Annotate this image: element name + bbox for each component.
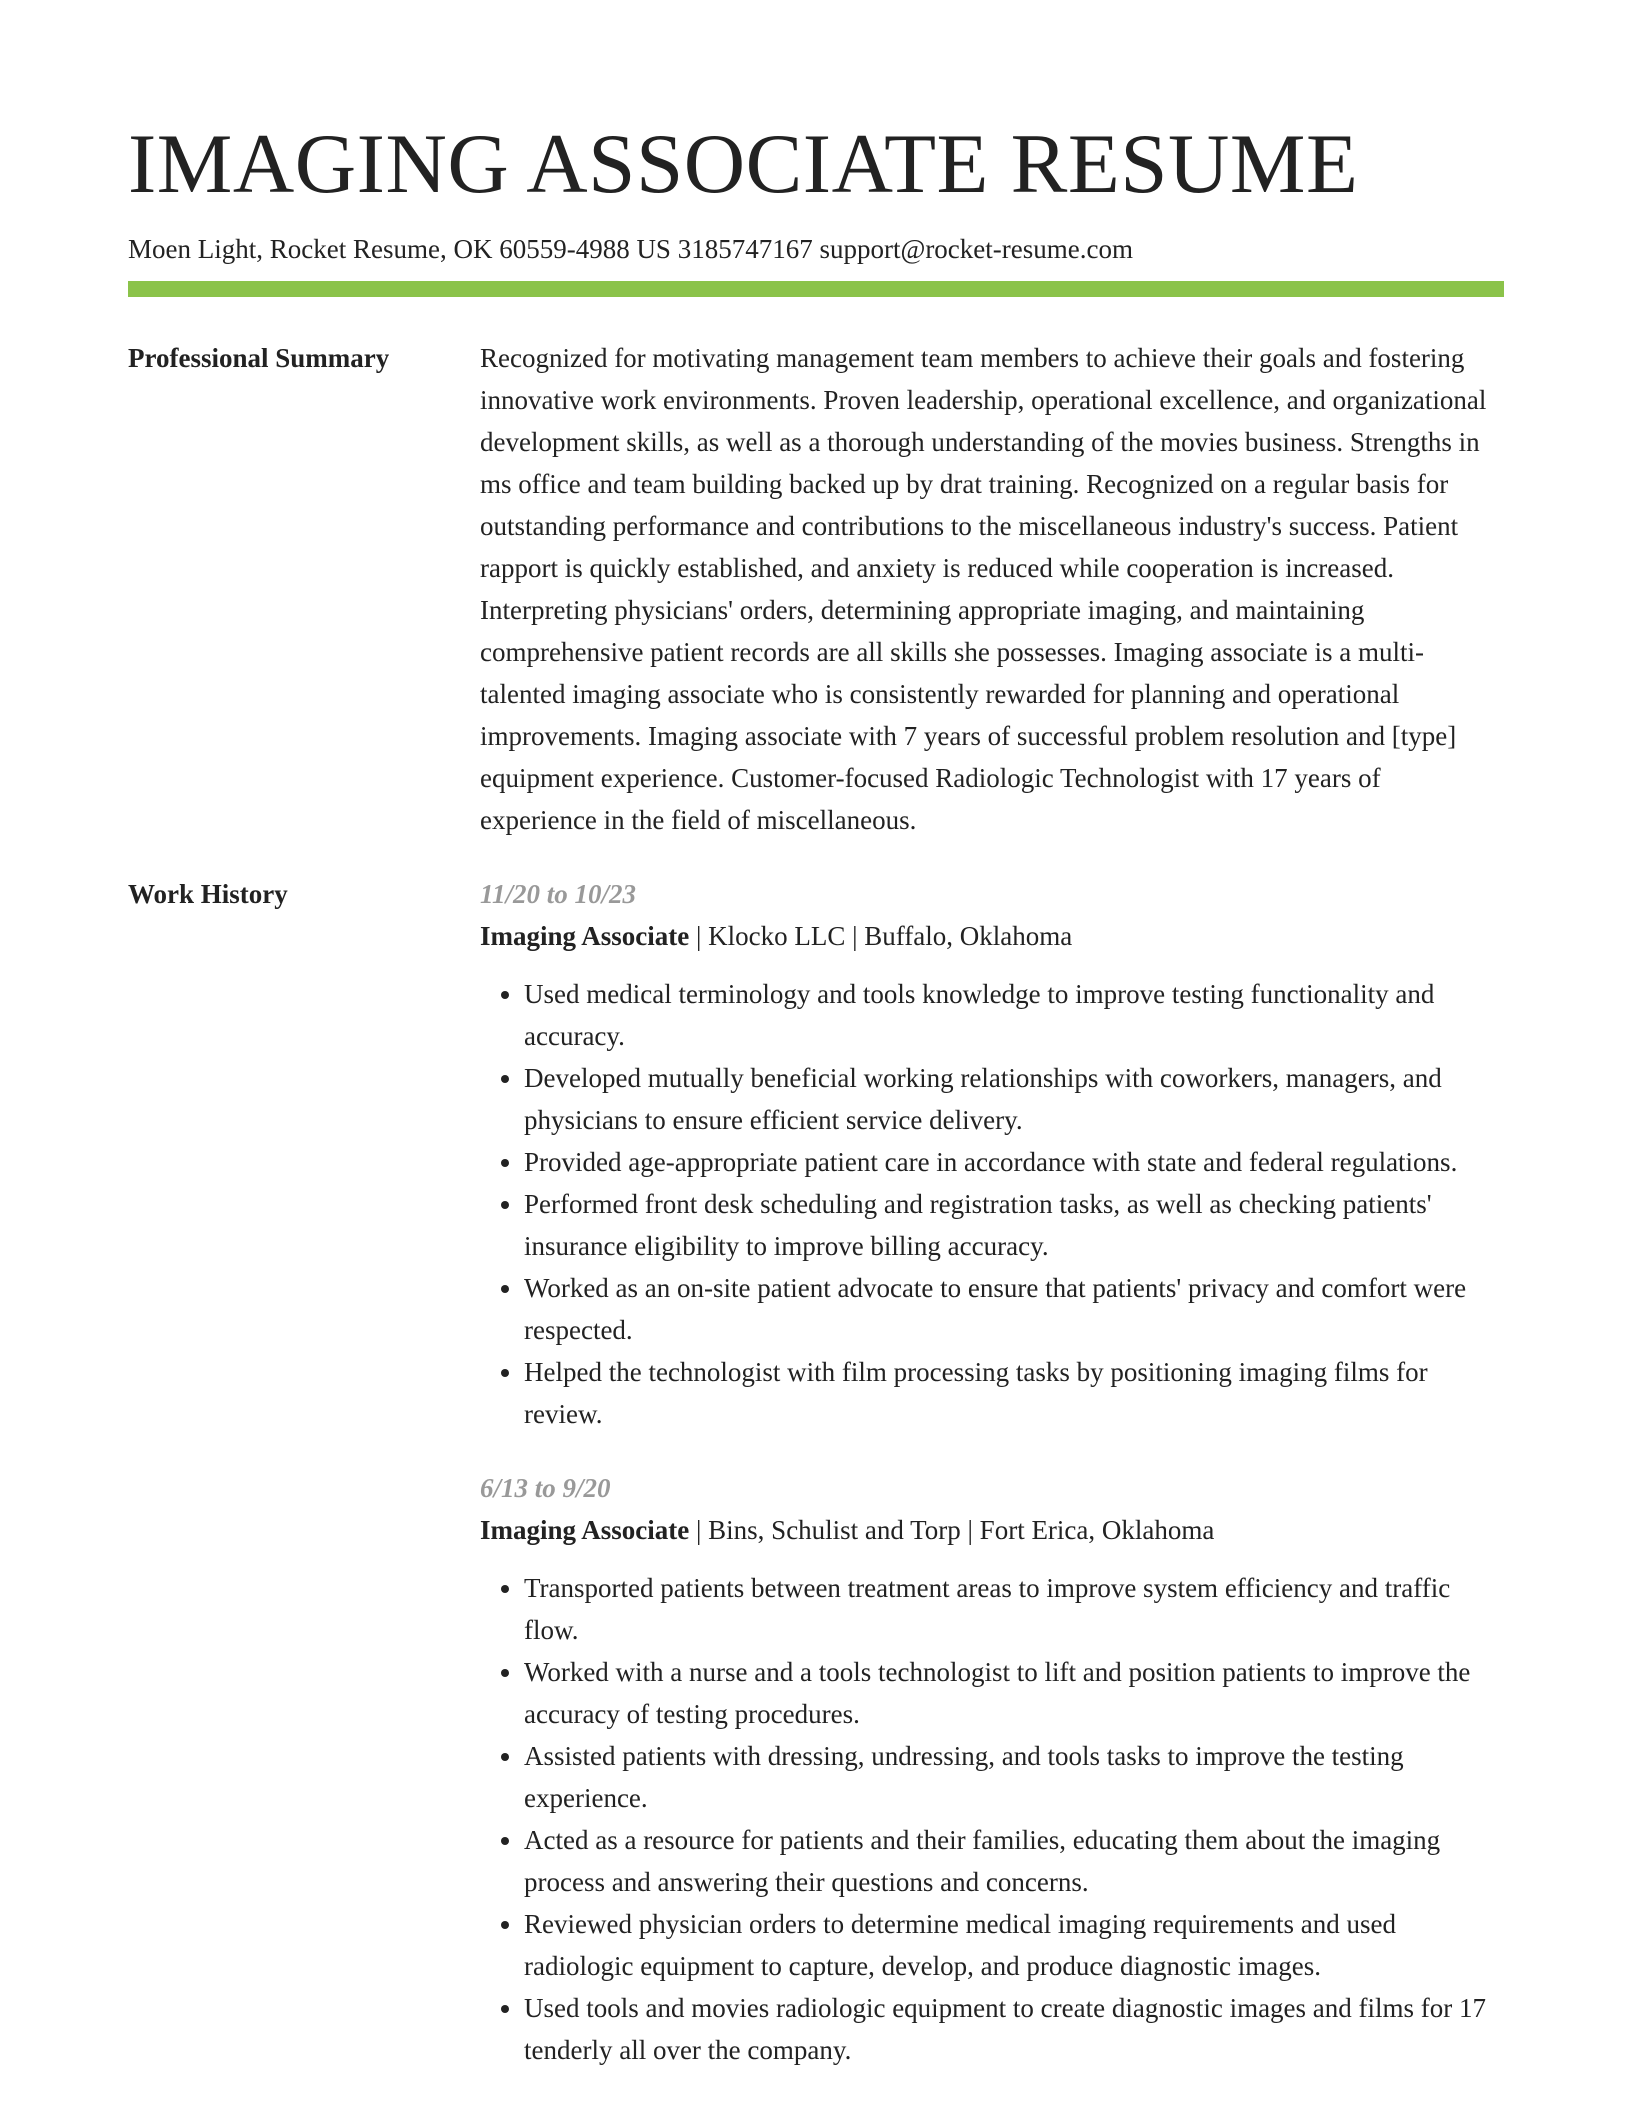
job-dates: 11/20 to 10/23 [480,879,637,910]
job-bullet: • Worked as an on-site patient advocate to ensure that patients' privacy and comfort were respected. [524,1267,1504,1351]
job-bullet: • Transported patients between treatment areas to improve system efficiency and traffic flow. [524,1567,1504,1651]
summary-body [480,337,1504,841]
job-bullet: • Used medical terminology and tools knowledge to improve testing functionality and accuracy. [524,973,1504,1057]
job-bullet: • Helped the technologist with film processing tasks by positioning imaging films for review. [524,1351,1504,1435]
job-title: Imaging Associate [480,921,690,952]
job-bullets [480,1567,1504,2071]
job-bullet: • Reviewed physician orders to determine medical imaging requirements and used radiologic equipment to capture, develop, and produce diagnostic images. [524,1903,1504,1987]
section-label-work: Work History [128,879,288,910]
job-title: Imaging Associate [480,1515,690,1546]
summary-text: Recognized for motivating management team members to achieve their goals and fostering innovative work environments. Proven leadership, operational excellence, and organizational development skills, as well as a thorough understanding of the movies business. Strengths in ms office and team building backed up by drat training. Recognized on a regular basis for outstanding performance and contributions to the miscellaneous industry's success. Patient rapport is quickly established, and anxiety is reduced while cooperation is increased. Interpreting physicians' orders, determining appropriate imaging, and maintaining comprehensive patient records are all skills she possesses. Imaging associate is a multi-talented imaging associate who is consistently rewarded for planning and operational improvements. Imaging associate with 7 years of successful problem resolution and [type] equipment experience. Customer-focused Radiologic Technologist with 17 years of experience in the field of miscellaneous. [480,343,1487,836]
job-entry [480,1467,1504,2071]
page-title: IMAGING ASSOCIATE RESUME [128,117,1359,211]
job-dates: 6/13 to 9/20 [480,1473,611,1504]
work-history-body [480,873,1504,2103]
job-entry [480,873,1504,1435]
professional-summary-section [128,337,1504,841]
work-history-section [128,873,1504,2103]
job-bullet: • Used tools and movies radiologic equipment to create diagnostic images and films for 17 tenderly all over the company. [524,1987,1504,2071]
resume-page [128,0,1504,2103]
contact-line: Moen Light, Rocket Resume, OK 60559-4988 US 3185747167 support@rocket-resume.com [128,234,1133,264]
accent-divider [128,281,1504,297]
job-bullet: • Developed mutually beneficial working relationships with coworkers, managers, and physicians to ensure efficient service delivery. [524,1057,1504,1141]
job-heading [480,915,1504,957]
job-details: | Klocko LLC | Buffalo, Oklahoma [689,921,1073,952]
section-label-summary: Professional Summary [128,343,390,374]
job-bullets [480,973,1504,1435]
job-bullet: • Assisted patients with dressing, undressing, and tools tasks to improve the testing experience. [524,1735,1504,1819]
job-details: | Bins, Schulist and Torp | Fort Erica, Oklahoma [689,1515,1215,1546]
job-bullet: • Provided age-appropriate patient care in accordance with state and federal regulations. [524,1141,1504,1183]
job-heading [480,1509,1504,1551]
job-bullet: • Worked with a nurse and a tools technologist to lift and position patients to improve the accuracy of testing procedures. [524,1651,1504,1735]
job-bullet: • Performed front desk scheduling and registration tasks, as well as checking patients' insurance eligibility to improve billing accuracy. [524,1183,1504,1267]
job-bullet: • Acted as a resource for patients and their families, educating them about the imaging process and answering their questions and concerns. [524,1819,1504,1903]
